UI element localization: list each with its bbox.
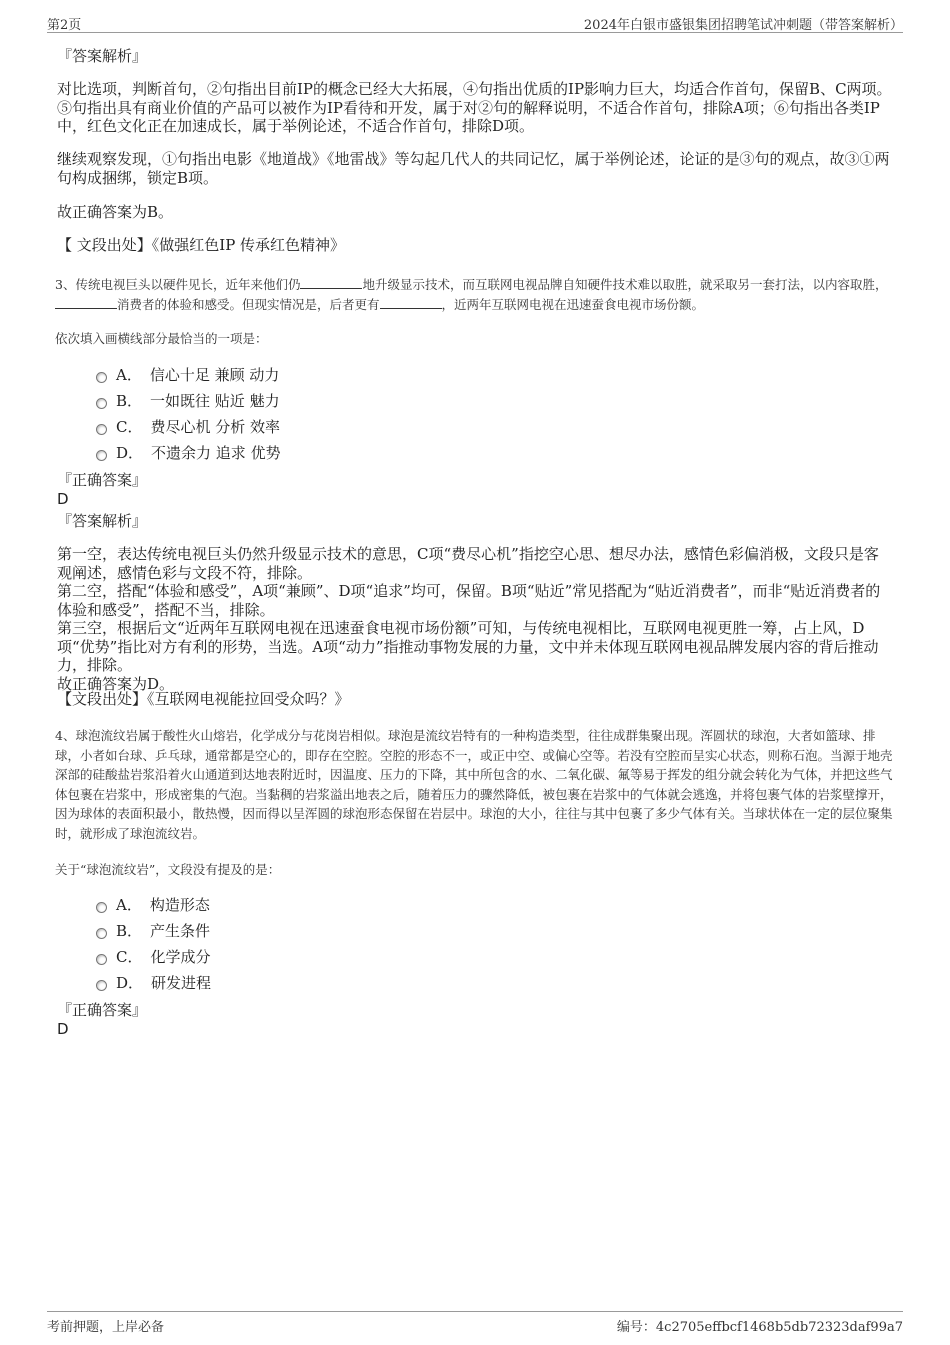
q3-option-b[interactable]: B． 一如既往 贴近 魅力	[96, 392, 280, 410]
q3-prompt: 依次填入画横线部分最恰当的一项是：	[55, 331, 268, 346]
q3-analysis	[57, 545, 893, 693]
q3-option-c[interactable]: C． 费尽心机 分析 效率	[96, 418, 280, 436]
blank-3	[380, 296, 442, 309]
q2-analysis-title: 『答案解析』	[57, 47, 148, 65]
q4-option-c[interactable]: C． 化学成分	[96, 948, 211, 966]
q3-answer: D	[57, 490, 69, 508]
radio-icon[interactable]	[96, 902, 107, 913]
q3-option-a[interactable]: A． 信心十足 兼顾 动力	[96, 366, 279, 384]
q3-option-d[interactable]: D． 不遗余力 追求 优势	[96, 444, 281, 462]
q4-prompt: 关于“球泡流纹岩”，文段没有提及的是：	[55, 862, 281, 877]
q3-analysis-line4: 故正确答案为D。	[57, 674, 175, 693]
blank-2	[55, 296, 117, 309]
radio-icon[interactable]	[96, 424, 107, 435]
page-header	[47, 13, 903, 33]
q3-stem: 3、传统电视巨头以硬件见长，近年来他们仍 地升级显示技术，而互联网电视品牌自知硬件技术难以取胜，就采取另一套打法，以内容取胜，消费者的体验和感受。但现实情况是，后者更有 ，近两年互联网电视在迅速蚕食电视市场份额。	[55, 277, 888, 312]
radio-icon[interactable]	[96, 928, 107, 939]
q3-answer-title: 『正确答案』	[57, 471, 148, 489]
document-id: 编号：4c2705effbcf1468b5db72323daf99a7	[616, 1320, 903, 1335]
radio-icon[interactable]	[96, 980, 107, 991]
q3-source: 【文段出处】《互联网电视能拉回受众吗？》	[57, 690, 350, 708]
q4-option-d[interactable]: D． 研发进程	[96, 974, 211, 992]
blank-1	[300, 276, 362, 289]
radio-icon[interactable]	[96, 372, 107, 383]
radio-icon[interactable]	[96, 954, 107, 965]
q2-source: 【 文段出处】《做强红色IP 传承红色精神》	[57, 236, 346, 254]
q4-answer: D	[57, 1020, 69, 1038]
page-number: 第2页	[47, 18, 82, 33]
radio-icon[interactable]	[96, 398, 107, 409]
q3-analysis-line3: 第三空，根据后文“近两年互联网电视在迅速蚕食电视市场份额”可知，与传统电视相比，互联网电视更胜一筹，占上风，D项“优势”指比对方有利的形势，当选。A项“动力”指推动事物发展的力量，文中并未体现互联网电视品牌发展内容的背后推动力，排除。	[57, 619, 879, 674]
q4-option-b[interactable]: B． 产生条件	[96, 922, 210, 940]
page-footer	[47, 1311, 903, 1334]
q4-option-a[interactable]: A． 构造形态	[96, 896, 210, 914]
q4-stem: 4、球泡流纹岩属于酸性火山熔岩，化学成分与花岗岩相似。球泡是流纹岩特有的一种构造类型，往往成群集聚出现。浑圆状的球泡，大者如篮球、排球，小者如台球、乒乓球，通常都是空心的，即存在空腔。空腔的形态不一，或正中空、或偏心空等。若没有空腔而呈实心状态，则称石泡。当源于地壳深部的硅酸盐岩浆沿着火山通道到达地表附近时，因温度、压力的下降，其中所包含的水、二氧化碳、氟等易于挥发的组分就会转化为气体，并把这些气体包裹在岩浆中，形成密集的气泡。当黏稠的岩浆溢出地表之后，随着压力的骤然降低，被包裹在岩浆中的气体就会逃逸，并将包裹气体的岩浆壁撑开，因为球体的表面积最小，散热慢，因而得以呈浑圆的球泡形态保留在岩层中。球泡的大小，往往与其中包裹了多少气体有关。当球状体在一定的层位聚集时，就形成了球泡流纹岩。	[55, 728, 893, 841]
q2-analysis-para1: 对比选项，判断首句，②句指出目前IP的概念已经大大拓展，④句指出优质的IP影响力巨大，均适合作首句，保留B、C两项。⑤句指出具有商业价值的产品可以被作为IP看待和开发，属于对②句的解释说明，不适合作首句，排除A项；⑥句指出各类IP中，红色文化正在加速成长，属于举例论述，不适合作首句，排除D项。	[57, 80, 892, 135]
q3-analysis-line2: 第二空，搭配“体验和感受”，A项“兼顾”、D项“追求”均可，保留。B项“贴近”常见搭配为“贴近消费者”，而非“贴近消费者的体验和感受”，搭配不当，排除。	[57, 582, 881, 619]
radio-icon[interactable]	[96, 450, 107, 461]
q3-analysis-line1: 第一空，表达传统电视巨头仍然升级显示技术的意思，C项“费尽心机”指挖空心思、想尽办法，感情色彩偏消极，文段只是客观阐述，感情色彩与文段不符，排除。	[57, 545, 879, 582]
q2-analysis-para2: 继续观察发现，①句指出电影《地道战》《地雷战》等勾起几代人的共同记忆，属于举例论述，论证的是③句的观点，故③①两句构成捆绑，锁定B项。	[57, 150, 890, 187]
q3-analysis-title: 『答案解析』	[57, 512, 148, 530]
document-title: 2024年白银市盛银集团招聘笔试冲刺题（带答案解析）	[583, 18, 903, 33]
q4-answer-title: 『正确答案』	[57, 1001, 148, 1019]
footer-slogan: 考前押题，上岸必备	[47, 1320, 165, 1335]
q2-analysis-para3: 故正确答案为B。	[57, 203, 174, 221]
